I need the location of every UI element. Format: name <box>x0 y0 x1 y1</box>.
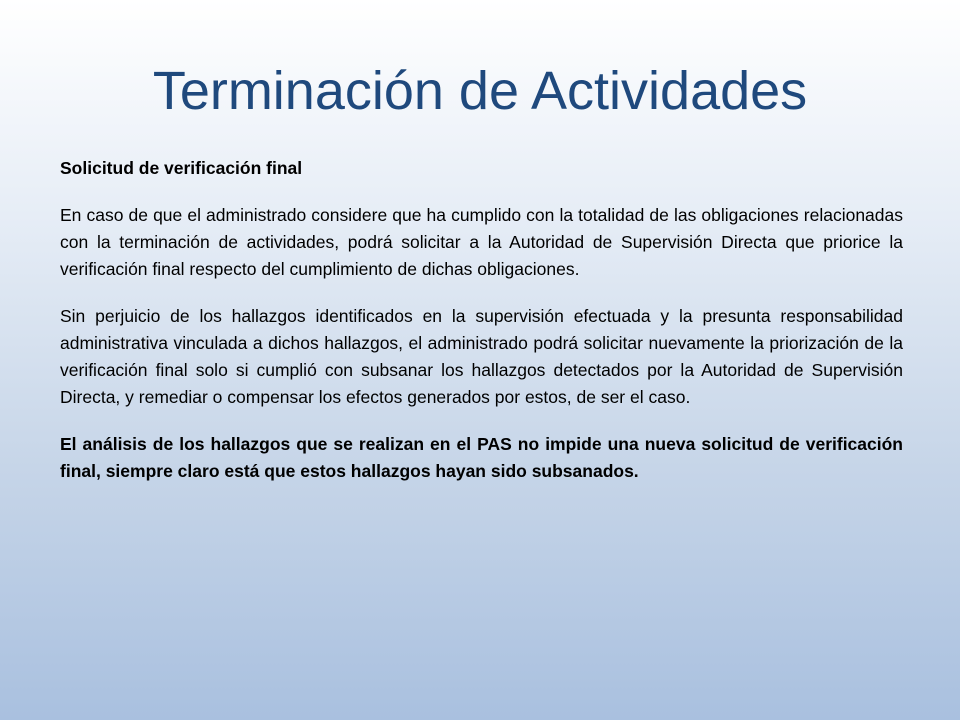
paragraph-findings: Sin perjuicio de los hallazgos identificados en la supervisión efectuada y la presunta responsabilidad administrativa vinculada a dichos hallazgos, el administrado podrá solicitar nuevamente la priorización de la verificación final solo si cumplió con subsanar los hallazgos detectados por la Autoridad de Supervisión Directa, y remediar o compensar los efectos generados por estos, de ser el caso. <box>60 306 903 407</box>
section-subtitle: Solicitud de verificación final <box>60 158 303 178</box>
slide-content <box>60 155 903 505</box>
paragraph-request: En caso de que el administrado considere que ha cumplido con la totalidad de las obligaciones relacionadas con la terminación de actividades, podrá solicitar a la Autoridad de Supervisión Directa que priorice la verificación final respecto del cumplimiento de dichas obligaciones. <box>60 205 903 279</box>
paragraph-analysis: El análisis de los hallazgos que se realizan en el PAS no impide una nueva solicitud de verificación final, siempre claro está que estos hallazgos hayan sido subsanados. <box>60 434 903 481</box>
slide-title: Terminación de Actividades <box>152 61 808 121</box>
